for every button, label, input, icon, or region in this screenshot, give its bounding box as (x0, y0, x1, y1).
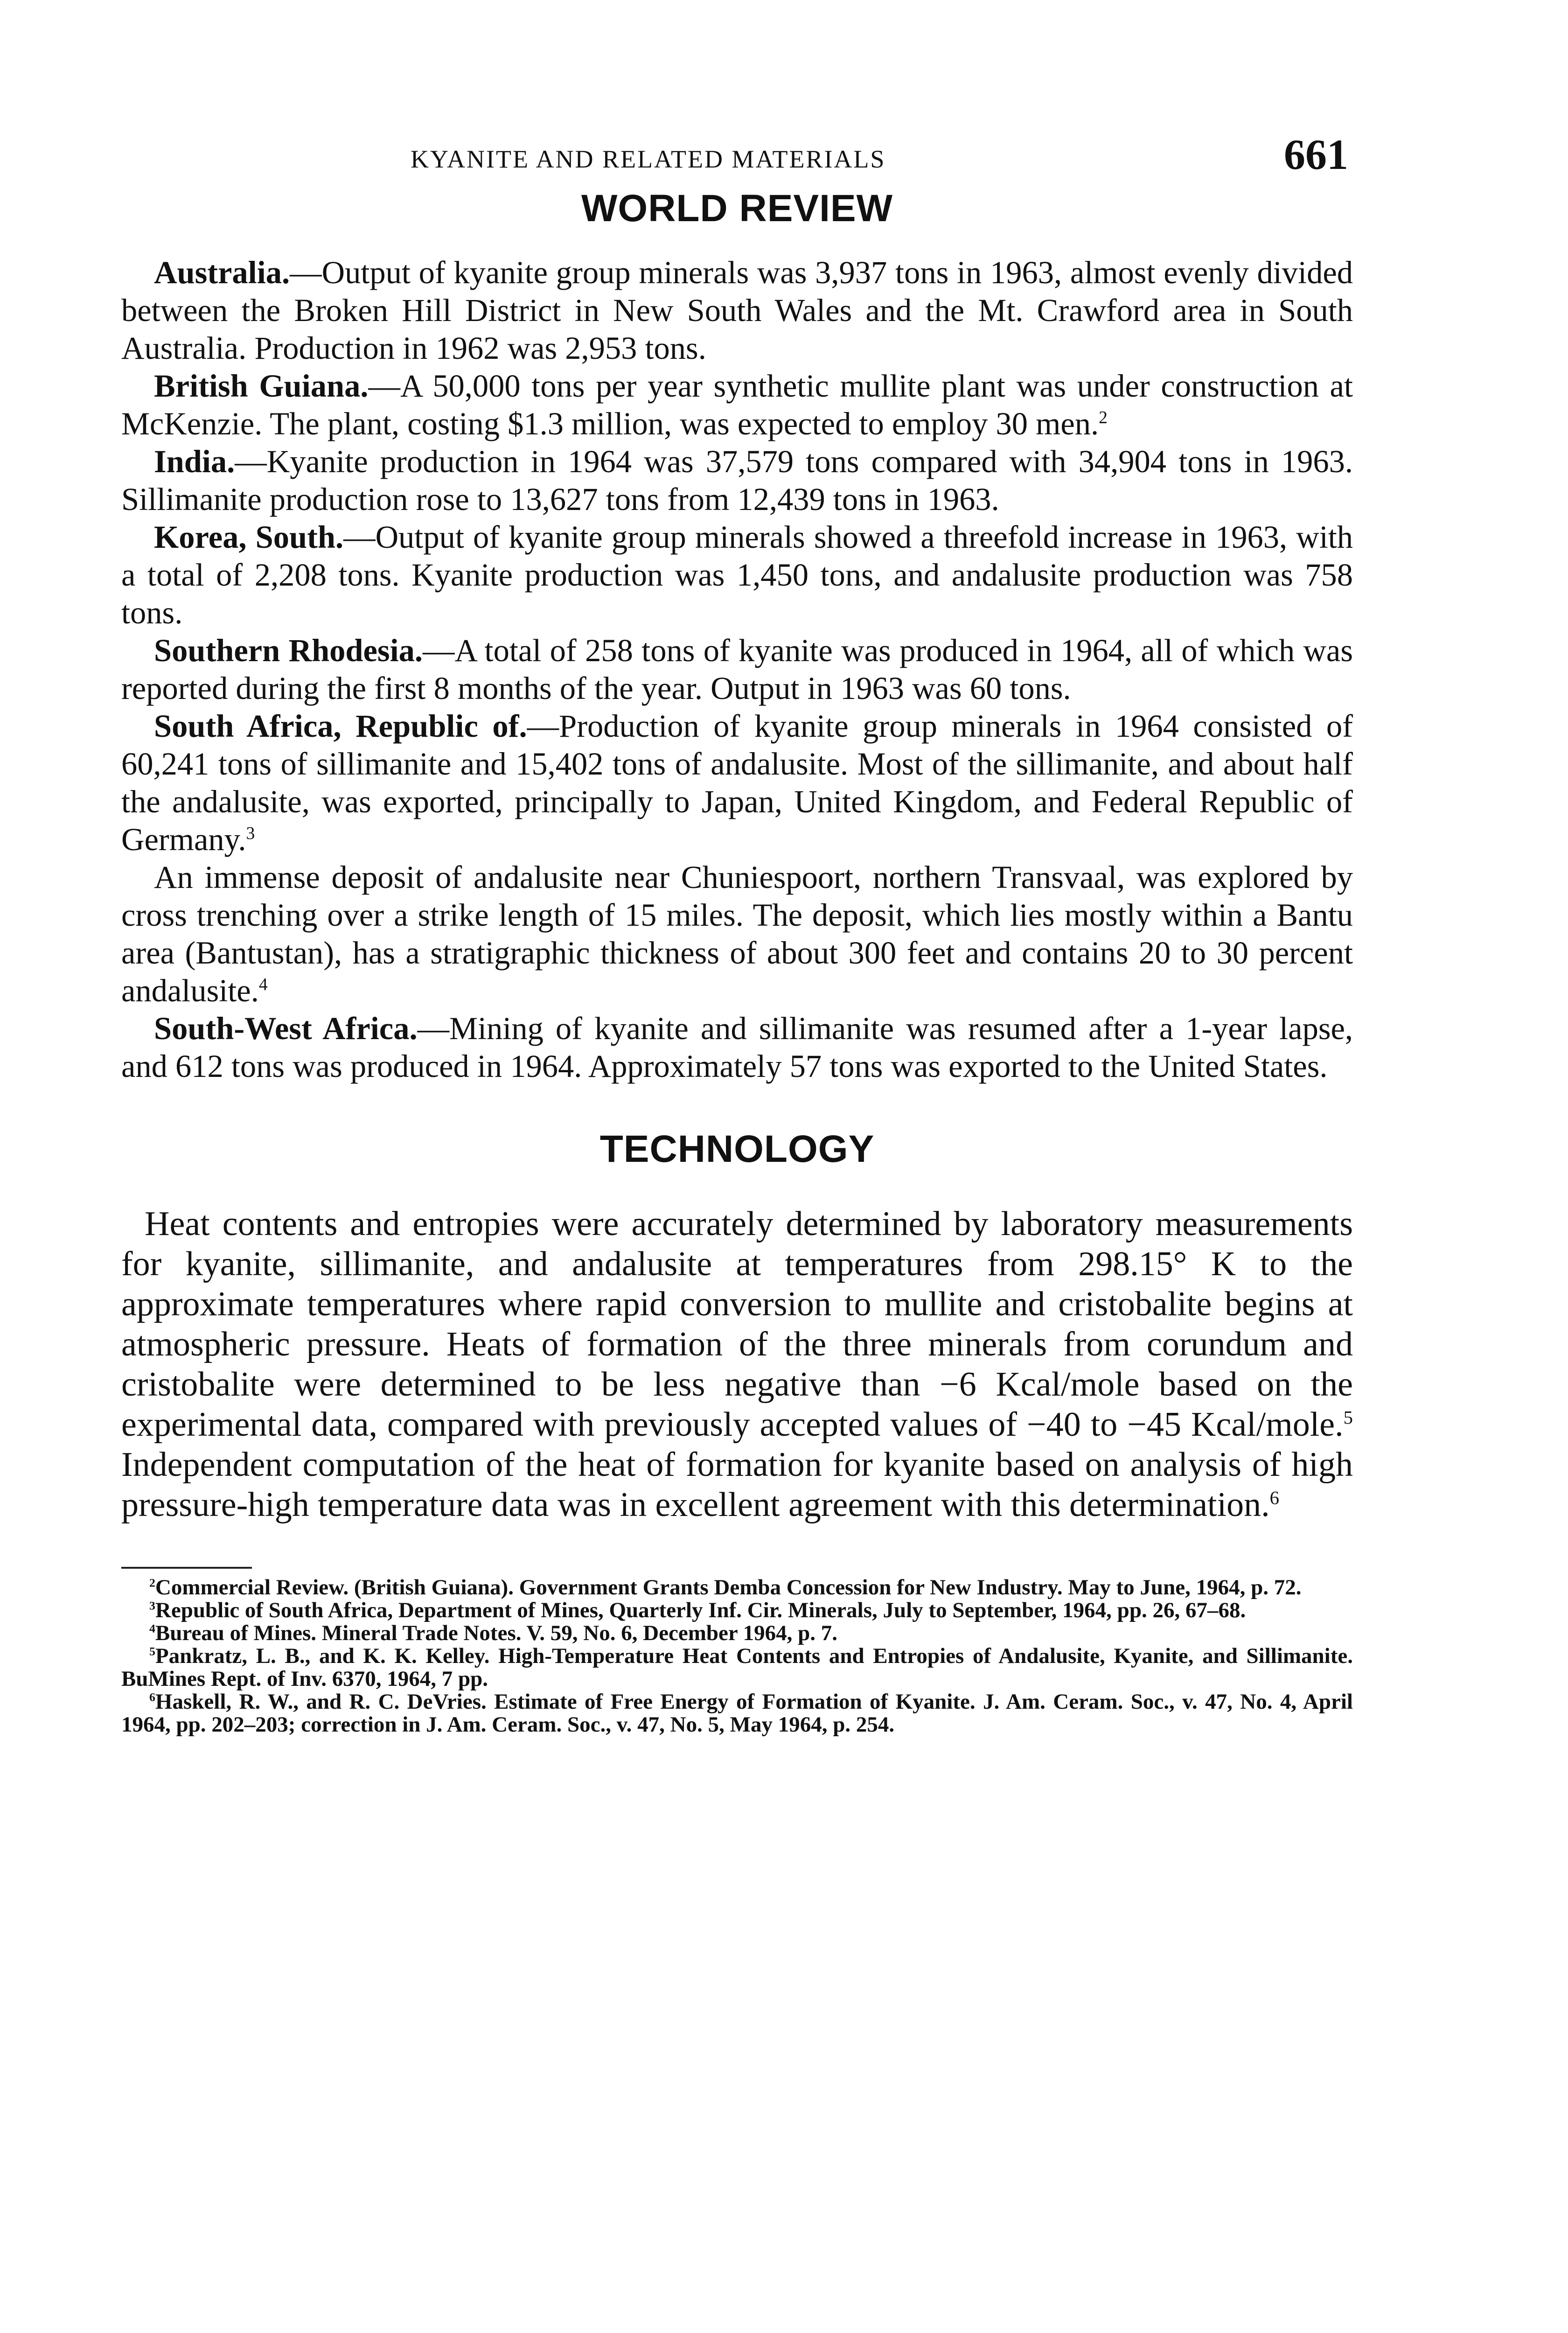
footnotes (121, 1576, 1353, 1736)
footnote-number: 6 (149, 1690, 155, 1704)
page-number: 661 (1284, 131, 1348, 178)
run-in-heading: Southern Rhodesia. (154, 633, 423, 668)
paragraph-text: —Kyanite production in 1964 was 37,579 tons compared with 34,904 tons in 1963. Sillimanite production rose to 13,627 tons from 12,439 tons in 1963. (121, 444, 1353, 517)
technology-section (121, 1204, 1353, 1525)
paragraph-text: —Output of kyanite group minerals was 3,937 tons in 1963, almost evenly divided between the Broken Hill District in New South Wales and the Mt. Crawford area in South Australia. Production in 1962 was 2,953 tons. (121, 255, 1353, 366)
paragraph-text: Heat contents and entropies were accurately determined by laboratory measurements for kyanite, sillimanite, and andalusite at temperatures from 298.15° K to the approximate temperatures where rapid conversion to mullite and cristobalite begins at atmospheric pressure. Heats of formation of the three minerals from corundum and cristobalite were determined to be less negative than −6 Kcal/mole based on the experimental data, compared with previously accepted values of −40 to −45 Kcal/mole. (121, 1205, 1353, 1444)
paragraph-andalusite-deposit (121, 859, 1353, 1010)
paragraph-text: —A 50,000 tons per year synthetic mullite plant was under construction at McKenzie. The plant, costing $1.3 million, was expected to employ 30 men. (121, 368, 1353, 441)
run-in-heading: South Africa, Republic of. (154, 708, 527, 744)
footnote-ref: 5 (1343, 1407, 1353, 1428)
footnote-number: 3 (149, 1599, 155, 1613)
footnote-text: Republic of South Africa, Department of Mines, Quarterly Inf. Cir. Minerals, July to September, 1964, pp. 26, 67–68. (155, 1598, 1246, 1622)
world-review-section (121, 254, 1353, 1085)
running-title: KYANITE AND RELATED MATERIALS (411, 145, 886, 173)
run-in-heading: India. (154, 444, 235, 479)
paragraph-southern-rhodesia (121, 632, 1353, 707)
paragraph-text: —Mining of kyanite and sillimanite was resumed after a 1-year lapse, and 612 tons was produced in 1964. Approximately 57 tons was exported to the United States. (121, 1011, 1353, 1084)
run-in-heading: Korea, South. (154, 519, 344, 555)
running-head (121, 126, 1353, 187)
paragraph-australia (121, 254, 1353, 367)
paragraph-text: —A total of 258 tons of kyanite was produced in 1964, all of which was reported during the first 8 months of the year. Output in 1963 was 60 tons. (121, 633, 1353, 706)
footnote-ref: 6 (1269, 1487, 1279, 1509)
footnote-divider (121, 1567, 252, 1569)
paragraph-south-africa (121, 707, 1353, 859)
footnote (121, 1690, 1353, 1736)
footnote-ref: 2 (1099, 408, 1108, 428)
run-in-heading: Australia. (154, 255, 290, 290)
paragraph-korea-south (121, 518, 1353, 632)
footnote (121, 1599, 1353, 1622)
footnote-ref: 3 (246, 824, 255, 844)
footnote-number: 5 (149, 1644, 155, 1658)
paragraph-british-guiana (121, 367, 1353, 443)
run-in-heading: British Guiana. (154, 368, 369, 404)
paragraph-south-west-africa (121, 1010, 1353, 1085)
paragraph-text: Independent computation of the heat of formation for kyanite based on analysis of high pressure-high temperature data was in excellent agreement with this determination. (121, 1446, 1353, 1524)
footnote (121, 1645, 1353, 1690)
document-page (121, 126, 1353, 1736)
world-review-heading: WORLD REVIEW (581, 187, 893, 230)
footnote-text: Commercial Review. (British Guiana). Government Grants Demba Concession for New Industry. May to June, 1964, p. 72. (155, 1575, 1302, 1600)
footnote (121, 1576, 1353, 1599)
paragraph-text: —Output of kyanite group minerals showed a threefold increase in 1963, with a total of 2,208 tons. Kyanite production was 1,450 tons, and andalusite production was 758 tons. (121, 519, 1353, 630)
footnote (121, 1622, 1353, 1645)
footnote-text: Bureau of Mines. Mineral Trade Notes. V. 59, No. 6, December 1964, p. 7. (155, 1621, 838, 1645)
paragraph-india (121, 443, 1353, 518)
footnote-number: 4 (149, 1621, 155, 1635)
footnote-number: 2 (149, 1576, 155, 1590)
paragraph-text: —Production of kyanite group minerals in 1964 consisted of 60,241 tons of sillimanite and 15,402 tons of andalusite. Most of the sillimanite, and about half the andalusite, was exported, principally to Japan, United Kingdom, and Federal Republic of Germany. (121, 708, 1353, 857)
paragraph-text: An immense deposit of andalusite near Chuniespoort, northern Transvaal, was explored by cross trenching over a strike length of 15 miles. The deposit, which lies mostly within a Bantu area (Bantustan), has a stratigraphic thickness of about 300 feet and contains 20 to 30 percent andalusite. (121, 859, 1353, 1008)
footnote-ref: 4 (258, 975, 268, 995)
footnote-text: Haskell, R. W., and R. C. DeVries. Estimate of Free Energy of Formation of Kyanite. J. Am. Ceram. Soc., v. 47, No. 4, April 1964, pp. 202–203; correction in J. Am. Ceram. Soc., v. 47, No. 5, May 1964, p. 254. (121, 1690, 1353, 1737)
paragraph-technology (121, 1204, 1353, 1525)
run-in-heading: South-West Africa. (154, 1011, 418, 1046)
technology-heading: TECHNOLOGY (599, 1128, 875, 1170)
footnote-text: Pankratz, L. B., and K. K. Kelley. High-Temperature Heat Contents and Entropies of Andalusite, Kyanite, and Sillimanite. BuMines Rept. of Inv. 6370, 1964, 7 pp. (121, 1644, 1353, 1691)
